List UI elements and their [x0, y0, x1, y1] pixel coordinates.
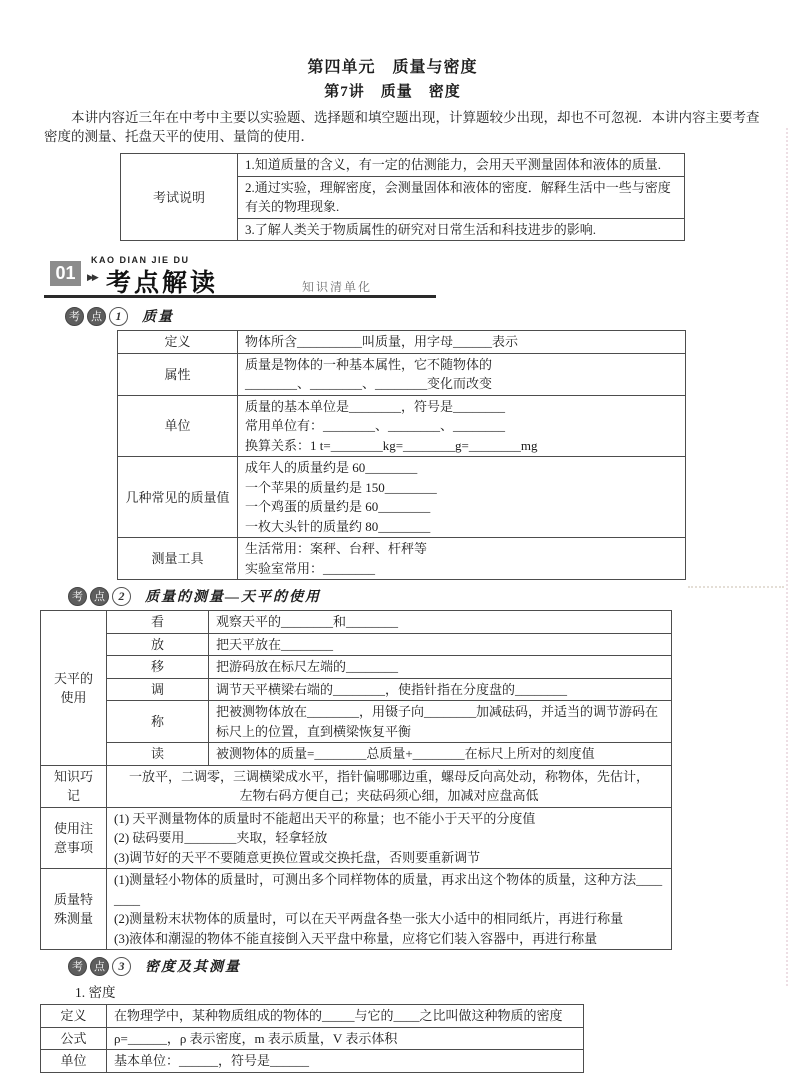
step-name: 移: [107, 656, 209, 679]
kao-badge-icon: 考: [65, 307, 84, 326]
section-tagline: 知识清单化: [302, 280, 373, 295]
cell-line: (2)测量粉末状物体的质量时，可以在天平两盘各垫一张大小适中的相同纸片，再进行称量: [114, 911, 624, 927]
mass-table: [117, 330, 686, 580]
step-name: 读: [107, 743, 209, 766]
step-text: 调节天平横梁右端的________，使指针指在分度盘的________: [209, 678, 672, 701]
double-arrow-icon: ▶▶: [87, 272, 97, 283]
step-text: 把天平放在________: [209, 633, 672, 656]
kao-badge-icon: 考: [68, 957, 87, 976]
cell-line: 换算关系：1 t=________kg=________g=________mg: [245, 437, 538, 453]
kaodian-number-badge: 3: [112, 957, 131, 976]
dian-badge-icon: 点: [90, 587, 109, 606]
dian-badge-icon: 点: [90, 957, 109, 976]
row-label: 使用注意事项: [41, 807, 107, 869]
row-label: 单位: [118, 395, 238, 457]
section-pinyin-label: KAO DIAN JIE DU: [91, 255, 190, 266]
cell-line: 左物右码方便自己；夹砝码须心细，加减对应盘高低: [239, 788, 539, 804]
section-number-box: 01: [50, 261, 81, 286]
row-text: 在物理学中，某种物质组成的物体的_____与它的____之比叫做这种物质的密度: [107, 1005, 584, 1028]
exam-note-item: 2.通过实验，理解密度，会测量固体和液体的密度．解释生活中一些与密度有关的物理现象.: [238, 176, 685, 218]
group-label: 天平的使用: [41, 611, 107, 766]
row-label: 公式: [41, 1027, 107, 1050]
cell-line: 生活常用：案秤、台秤、杆秤等: [245, 541, 428, 557]
exam-note-item: 1.知道质量的含义，有一定的估测能力，会用天平测量固体和液体的质量.: [238, 154, 685, 177]
step-name: 放: [107, 633, 209, 656]
row-label: 测量工具: [118, 538, 238, 580]
exam-notes-label: 考试说明: [121, 154, 238, 241]
cell-line: 常用单位有：________、________、________: [245, 418, 506, 434]
step-text: 观察天平的________和________: [209, 611, 672, 634]
cell-line: 物体所含__________叫质量，用字母______表示: [245, 334, 519, 350]
density-table: [40, 1004, 584, 1073]
row-label: 单位: [41, 1050, 107, 1073]
step-name: 调: [107, 678, 209, 701]
scan-artifact-horizontal-dots: [688, 586, 784, 588]
cell-line: 质量是物体的一种基本属性，它不随物体的: [245, 356, 493, 372]
cell-line: 一个鸡蛋的质量约是 60________: [245, 499, 431, 515]
kaodian-number-badge: 2: [112, 587, 131, 606]
cell-line: ________、________、________变化而改变: [245, 376, 493, 392]
cell-line: (2) 砝码要用________夹取，轻拿轻放: [114, 830, 328, 846]
dian-badge-icon: 点: [87, 307, 106, 326]
row-text: ρ=______，ρ 表示密度，m 表示质量，V 表示体积: [107, 1027, 584, 1050]
step-text: 被测物体的质量=________总质量+________在标尺上所对的刻度值: [209, 743, 672, 766]
step-name: 看: [107, 611, 209, 634]
section-header: [44, 254, 436, 300]
cell-line: 实验室常用：________: [245, 560, 376, 576]
exam-note-item: 3.了解人类关于物质属性的研究对日常生活和科技进步的影响.: [238, 218, 685, 241]
row-text: 基本单位：______，符号是______: [107, 1050, 584, 1073]
scan-artifact-vertical-dots: [786, 128, 788, 986]
cell-line: (1) 天平测量物体的质量时不能超出天平的称量；也不能小于天平的分度值: [114, 810, 536, 826]
unit-title: 第四单元 质量与密度: [307, 59, 478, 76]
kaodian-3-heading: [68, 956, 800, 976]
kaodian-number-badge: 1: [109, 307, 128, 326]
kaodian-3-title: 密度及其测量: [145, 960, 241, 976]
balance-usage-table: [40, 610, 672, 950]
step-name: 称: [107, 701, 209, 743]
row-label: 定义: [118, 331, 238, 354]
cell-line: (3)调节好的天平不要随意更换位置或交换托盘，否则要重新调节: [114, 849, 481, 865]
lecture-title: 第7讲 质量 密度: [324, 84, 461, 100]
intro-paragraph: 本讲内容近三年在中考中主要以实验题、选择题和填空题出现，计算题较少出现，却也不可忽视．本讲内容主要考查密度的测量、托盘天平的使用、量筒的使用．: [44, 110, 760, 145]
cell-line: 成年人的质量约是 60________: [245, 460, 418, 476]
step-text: 把被测物体放在________，用镊子向________加减砝码，并适当的调节游码在标尺上的位置，直到横梁恢复平衡: [209, 701, 672, 743]
section-underline: [44, 295, 436, 298]
cell-line: (3)液体和潮湿的物体不能直接倒入天平盘中称量，应将它们装入容器中，再进行称量: [114, 930, 598, 946]
kaodian-2-title: 质量的测量—天平的使用: [145, 590, 321, 606]
density-subheading: 1. 密度: [75, 985, 116, 1001]
row-label: 质量特殊测量: [41, 869, 107, 950]
section-title: 考点解读: [106, 269, 219, 298]
cell-line: 质量的基本单位是________，符号是________: [245, 398, 506, 414]
cell-line: 一枚大头针的质量约 80________: [245, 518, 431, 534]
row-label: 定义: [41, 1005, 107, 1028]
row-label: 知识巧记: [41, 765, 107, 807]
row-label: 几种常见的质量值: [118, 457, 238, 538]
exam-notes-table: [120, 153, 685, 241]
cell-line: (1)测量轻小物体的质量时，可测出多个同样物体的质量，再求出这个物体的质量，这种方法________: [114, 872, 663, 907]
kao-badge-icon: 考: [68, 587, 87, 606]
kaodian-1-title: 质量: [142, 310, 174, 326]
cell-line: 一放平，二调零，三调横梁成水平，指针偏哪哪边重，螺母反向高处动，称物体，先估计，: [128, 768, 649, 784]
row-label: 属性: [118, 353, 238, 395]
kaodian-1-heading: [65, 306, 800, 326]
step-text: 把游码放在标尺左端的________: [209, 656, 672, 679]
kaodian-2-heading: [68, 586, 800, 606]
cell-line: 一个苹果的质量约是 150________: [245, 479, 437, 495]
